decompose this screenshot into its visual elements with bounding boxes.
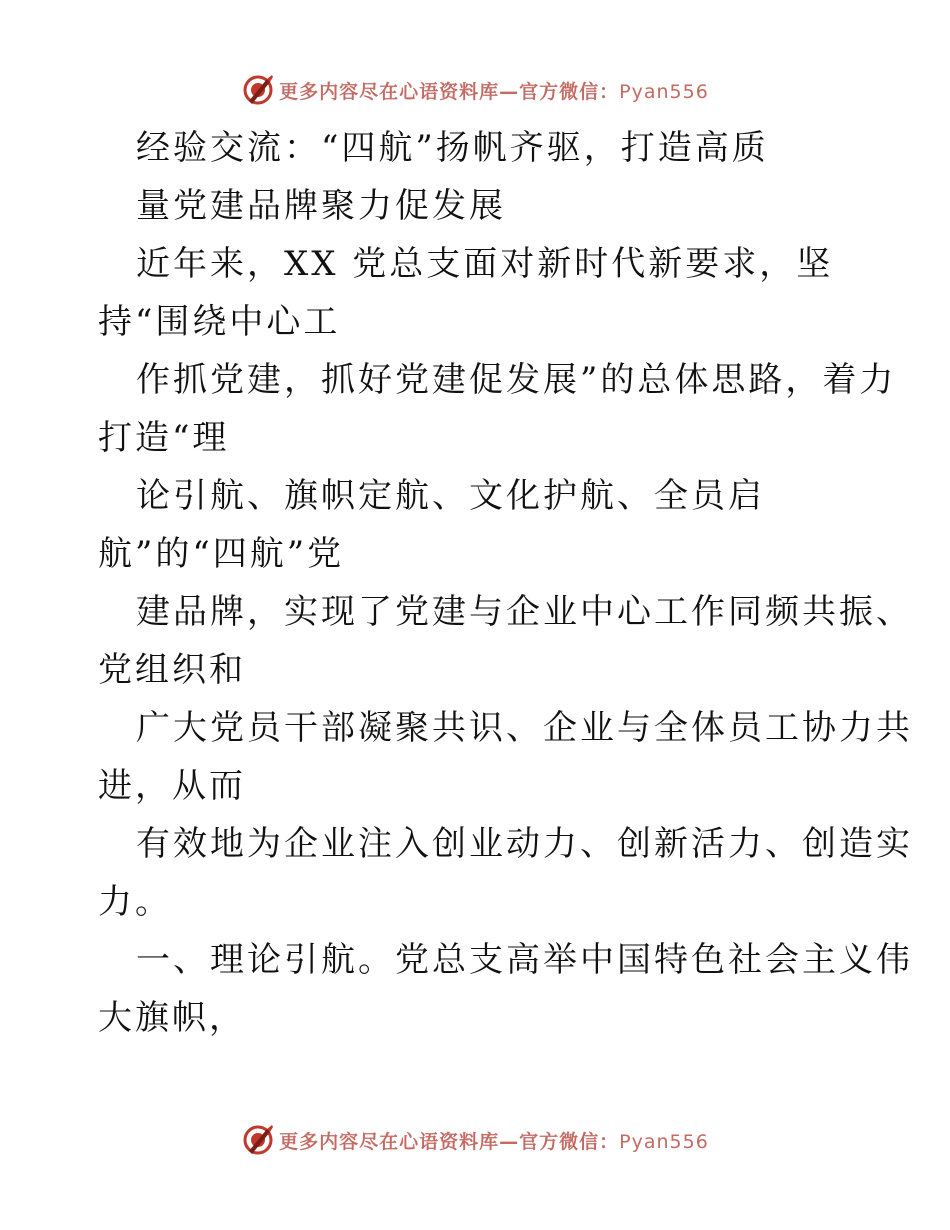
text-line: 打造“理 — [98, 418, 230, 458]
watermark-text: 更多内容尽在心语资料库—官方微信：Pyan556 — [279, 1130, 709, 1153]
header-watermark — [0, 72, 950, 108]
wechat-id: Pyan556 — [619, 80, 709, 103]
text-line: 论引航、旗帜定航、文化护航、全员启 — [136, 476, 765, 516]
pen-logo-icon — [241, 1123, 275, 1157]
text-line: 建品牌，实现了党建与企业中心工作同频共振、 — [136, 592, 913, 632]
title-line-1: 经验交流：“四航”扬帆齐驱，打造高质 — [136, 128, 769, 168]
text-line: 持“围绕中心工 — [98, 302, 341, 342]
text-line: 广大党员干部凝聚共识、企业与全体员工协力共 — [136, 708, 913, 748]
text-line: 近年来，XX 党总支面对新时代新要求，坚 — [136, 244, 834, 284]
text-line: 作抓党建，抓好党建促发展”的总体思路，着力 — [136, 360, 897, 400]
title-line-2: 量党建品牌聚力促发展 — [136, 186, 506, 226]
wechat-id: Pyan556 — [619, 1130, 709, 1153]
text-line: 力。 — [98, 882, 172, 922]
watermark-text: 更多内容尽在心语资料库—官方微信：Pyan556 — [279, 80, 709, 103]
text-line: 大旗帜， — [98, 998, 246, 1038]
section-heading-line: 一、理论引航。党总支高举中国特色社会主义伟 — [136, 940, 913, 980]
footer-watermark — [0, 1122, 950, 1158]
text-line: 进，从而 — [98, 766, 246, 806]
pen-logo-icon — [241, 73, 275, 107]
text-line: 有效地为企业注入创业动力、创新活力、创造实 — [136, 824, 913, 864]
text-line: 航”的“四航”党 — [98, 534, 345, 574]
text-line: 党组织和 — [98, 650, 246, 690]
